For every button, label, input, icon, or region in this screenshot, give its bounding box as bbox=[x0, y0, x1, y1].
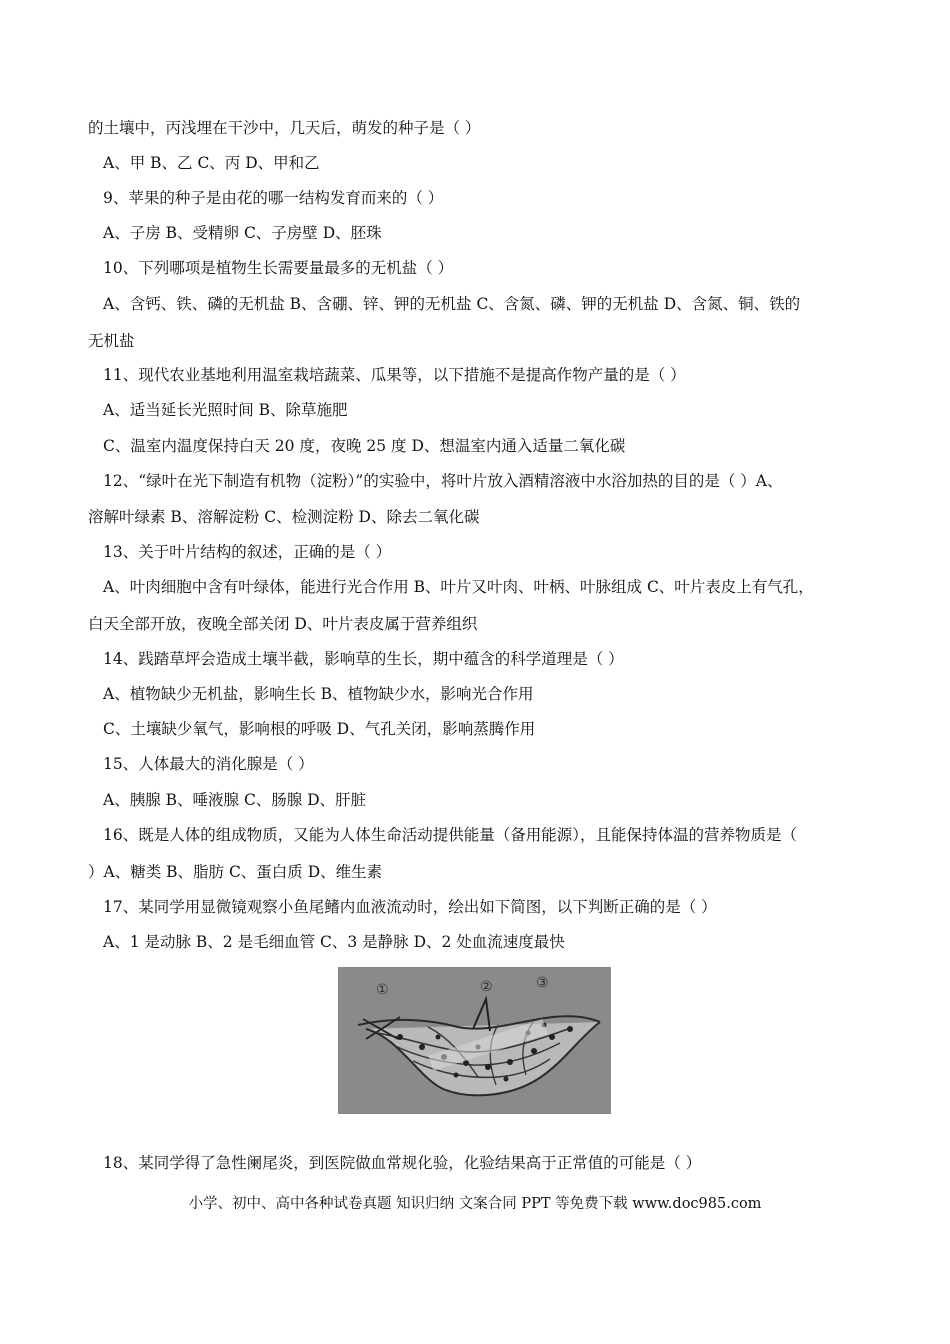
question-9-options: A、子房 B、受精卵 C、子房壁 D、胚珠 bbox=[103, 224, 382, 242]
figure-label-2: ② bbox=[480, 979, 493, 995]
question-9: 9、苹果的种子是由花的哪一结构发育而来的（ ） bbox=[103, 189, 444, 207]
question-13: 13、关于叶片结构的叙述，正确的是（ ） bbox=[103, 543, 392, 561]
question-11-options-cd: C、温室内温度保持白天 20 度，夜晚 25 度 D、想温室内通入适量二氧化碳 bbox=[103, 437, 626, 455]
figure-label-3: ③ bbox=[536, 975, 549, 991]
question-8-continuation: 的土壤中，丙浅埋在干沙中，几天后，萌发的种子是（ ） bbox=[88, 119, 481, 137]
question-14: 14、践踏草坪会造成土壤半截，影响草的生长，期中蕴含的科学道理是（ ） bbox=[103, 650, 624, 668]
question-13-options: A、叶肉细胞中含有叶绿体，能进行光合作用 B、叶片又叶肉、叶柄、叶脉组成 C、叶片表皮上有气孔， bbox=[103, 578, 814, 596]
fish-tail-blood-flow-figure bbox=[338, 967, 611, 1114]
question-10-options: A、含钙、铁、磷的无机盐 B、含硼、锌、钾的无机盐 C、含氮、磷、钾的无机盐 D、含氮、铜、铁的 bbox=[103, 295, 801, 313]
figure-label-1: ① bbox=[376, 982, 389, 998]
question-16: 16、既是人体的组成物质，又能为人体生命活动提供能量（备用能源），且能保持体温的营养物质是（ bbox=[103, 826, 797, 844]
question-13-options-wrap: 白天全部开放，夜晚全部关闭 D、叶片表皮属于营养组织 bbox=[88, 615, 478, 633]
blood-vessel-diagram bbox=[338, 967, 611, 1114]
question-8-options: A、甲 B、乙 C、丙 D、甲和乙 bbox=[103, 154, 320, 172]
question-14-options-cd: C、土壤缺少氧气，影响根的呼吸 D、气孔关闭，影响蒸腾作用 bbox=[103, 720, 536, 738]
question-12-options: 溶解叶绿素 B、溶解淀粉 C、检测淀粉 D、除去二氧化碳 bbox=[88, 508, 480, 526]
question-11-options-ab: A、适当延长光照时间 B、除草施肥 bbox=[103, 401, 348, 419]
question-17: 17、某同学用显微镜观察小鱼尾鳍内血液流动时，绘出如下简图，以下判断正确的是（ ） bbox=[103, 898, 717, 916]
question-17-options: A、1 是动脉 B、2 是毛细血管 C、3 是静脉 D、2 处血流速度最快 bbox=[103, 933, 565, 951]
question-14-options-ab: A、植物缺少无机盐，影响生长 B、植物缺少水，影响光合作用 bbox=[103, 685, 534, 703]
question-16-options: ）A、糖类 B、脂肪 C、蛋白质 D、维生素 bbox=[88, 863, 383, 881]
question-10: 10、下列哪项是植物生长需要量最多的无机盐（ ） bbox=[103, 259, 454, 277]
question-11: 11、现代农业基地利用温室栽培蔬菜、瓜果等，以下措施不是提高作物产量的是（ ） bbox=[103, 366, 686, 384]
question-15-options: A、胰腺 B、唾液腺 C、肠腺 D、肝脏 bbox=[103, 791, 367, 809]
page-footer: 小学、初中、高中各种试卷真题 知识归纳 文案合同 PPT 等免费下载 www.doc985.com bbox=[188, 1196, 762, 1212]
question-12: 12、“绿叶在光下制造有机物（淀粉）”的实验中，将叶片放入酒精溶液中水浴加热的目的是（ ）A、 bbox=[103, 472, 783, 490]
question-15: 15、人体最大的消化腺是（ ） bbox=[103, 755, 314, 773]
question-18: 18、某同学得了急性阑尾炎，到医院做血常规化验，化验结果高于正常值的可能是（ ） bbox=[103, 1154, 702, 1172]
question-10-options-wrap: 无机盐 bbox=[88, 332, 135, 350]
